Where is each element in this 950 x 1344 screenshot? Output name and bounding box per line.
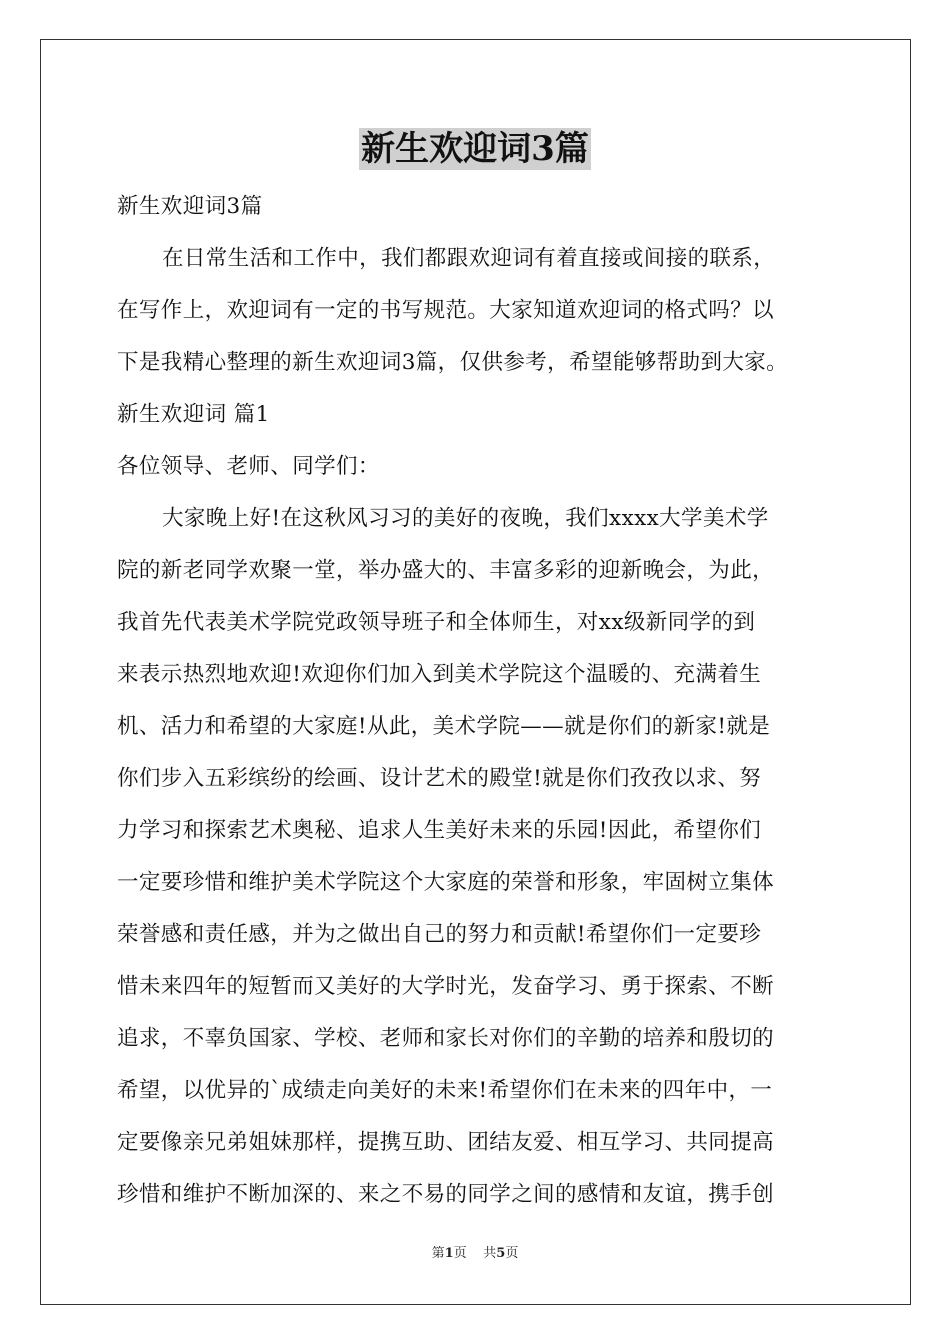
title-wrap [0, 128, 950, 170]
page-footer [0, 1245, 950, 1263]
section-heading: 新生欢迎词 篇1 [117, 402, 270, 427]
page-number: 1 [444, 1246, 454, 1261]
paragraph-line: 我首先代表美术学院党政领导班子和全体师生，对xx级新同学的到 [117, 610, 756, 635]
paragraph-line: 在写作上，欢迎词有一定的书写规范。大家知道欢迎词的格式吗？以 [117, 298, 775, 323]
paragraph-line: 追求，不辜负国家、学校、老师和家长对你们的辛勤的培养和殷切的 [117, 1026, 775, 1051]
paragraph-line: 院的新老同学欢聚一堂，举办盛大的、丰富多彩的迎新晚会，为此， [117, 558, 775, 583]
paragraph-line: 一定要珍惜和维护美术学院这个大家庭的荣誉和形象，牢固树立集体 [117, 870, 775, 895]
paragraph-line: 希望，以优异的`成绩走向美好的未来!希望你们在未来的四年中，一 [117, 1078, 773, 1103]
paragraph-line: 定要像亲兄弟姐妹那样，提携互助、团结友爱、相互学习、共同提高 [117, 1130, 775, 1155]
document-title: 新生欢迎词3篇 [361, 129, 589, 169]
salutation-line: 各位领导、老师、同学们： [117, 454, 380, 479]
paragraph-line: 荣誉感和责任感，并为之做出自己的努力和贡献!希望你们一定要珍 [117, 922, 762, 947]
document-body [117, 181, 842, 1221]
footer-page-label: 页 [453, 1246, 467, 1261]
footer-prefix: 第 [431, 1246, 445, 1261]
paragraph-line: 你们步入五彩缤纷的绘画、设计艺术的殿堂!就是你们孜孜以求、努 [117, 766, 762, 791]
paragraph-line: 大家晚上好!在这秋风习习的美好的夜晚，我们xxxx大学美术学 [162, 506, 769, 531]
footer-total-label: 页 [505, 1246, 519, 1261]
paragraph-line: 下是我精心整理的新生欢迎词3篇，仅供参考，希望能够帮助到大家。 [117, 350, 789, 375]
paragraph-line: 珍惜和维护不断加深的、来之不易的同学之间的感情和友谊，携手创 [117, 1182, 775, 1207]
paragraph-line: 来表示热烈地欢迎!欢迎你们加入到美术学院这个温暖的、充满着生 [117, 662, 762, 687]
paragraph-line: 机、活力和希望的大家庭!从此，美术学院——就是你们的新家!就是 [117, 714, 771, 739]
footer-total-prefix: 共 [483, 1246, 497, 1261]
paragraph-line: 在日常生活和工作中，我们都跟欢迎词有着直接或间接的联系， [162, 246, 776, 271]
subtitle-line: 新生欢迎词3篇 [117, 194, 263, 219]
paragraph-line: 惜未来四年的短暂而又美好的大学时光，发奋学习、勇于探索、不断 [117, 974, 775, 999]
total-pages: 5 [496, 1246, 506, 1261]
paragraph-line: 力学习和探索艺术奥秘、追求人生美好未来的乐园!因此，希望你们 [117, 818, 762, 843]
